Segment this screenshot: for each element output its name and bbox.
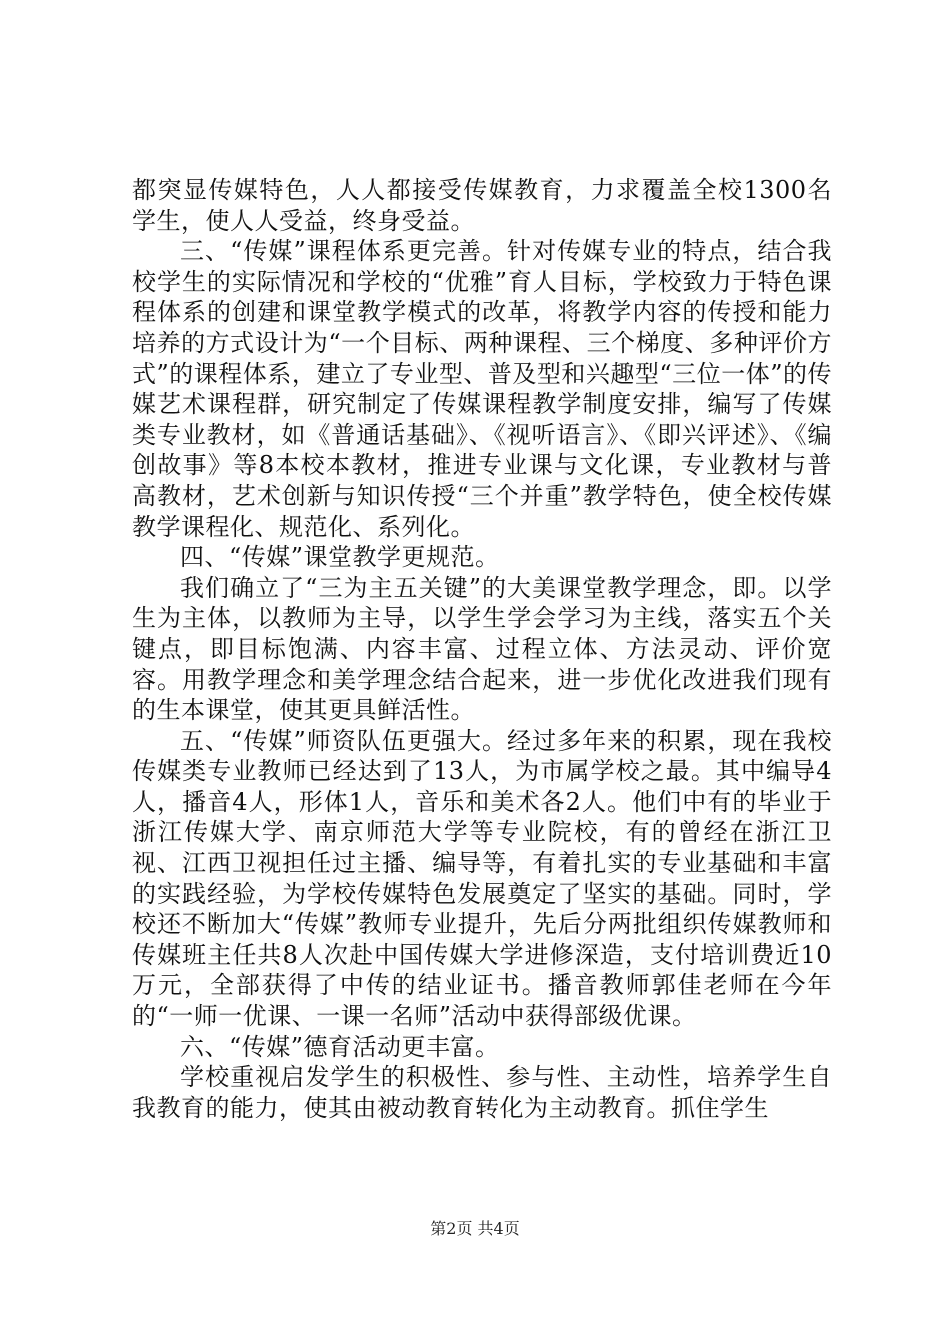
document-body	[132, 175, 832, 1123]
heading-moral-education: 六、“传媒”德育活动更丰富。	[180, 1032, 500, 1061]
paragraph-continuation: 都突显传媒特色，人人都接受传媒教育，力求覆盖全校1300名学生，使人人受益，终身受益。	[132, 176, 832, 235]
paragraph-curriculum: 三、“传媒”课程体系更完善。针对传媒专业的特点，结合我校学生的实际情况和学校的“优雅”育人目标，学校致力于特色课程体系的创建和课堂教学模式的改革，将教学内容的传授和能力培养的方式设计为“一个目标、两种课程、三个梯度、多种评价方式”的课程体系，建立了专业型、普及型和兴趣型“三位一体”的传媒艺术课程群，研究制定了传媒课程教学制度安排，编写了传媒类专业教材，如《普通话基础》、《视听语言》、《即兴评述》、《编创故事》等8本校本教材，推进专业课与文化课，专业教材与普高教材，艺术创新与知识传授“三个并重”教学特色，使全校传媒教学课程化、规范化、系列化。	[132, 237, 832, 541]
paragraph-teachers: 五、“传媒”师资队伍更强大。经过多年来的积累，现在我校传媒类专业教师已经达到了13人，为市属学校之最。其中编导4人，播音4人，形体1人，音乐和美术各2人。他们中有的毕业于浙江传媒大学、南京师范大学等专业院校，有的曾经在浙江卫视、江西卫视担任过主播、编导等，有着扎实的专业基础和丰富的实践经验，为学校传媒特色发展奠定了坚实的基础。同时，学校还不断加大“传媒”教师专业提升，先后分两批组织传媒教师和传媒班主任共8人次赴中国传媒大学进修深造，支付培训费近10万元，全部获得了中传的结业证书。播音教师郭佳老师在今年的“一师一优课、一课一名师”活动中获得部级优课。	[132, 726, 832, 1031]
paragraph-moral-education: 学校重视启发学生的积极性、参与性、主动性，培养学生自我教育的能力，使其由被动教育转化为主动教育。抓住学生	[132, 1063, 832, 1122]
heading-classroom: 四、“传媒”课堂教学更规范。	[180, 543, 500, 572]
page-footer: 第2页 共4页	[430, 1219, 520, 1238]
paragraph-classroom: 我们确立了“三为主五关键”的大美课堂教学理念，即。以学生为主体，以教师为主导，以学生学会学习为主线，落实五个关键点，即目标饱满、内容丰富、过程立体、方法灵动、评价宽容。用教学理念和美学理念结合起来，进一步优化改进我们现有的生本课堂，使其更具鲜活性。	[132, 573, 832, 725]
